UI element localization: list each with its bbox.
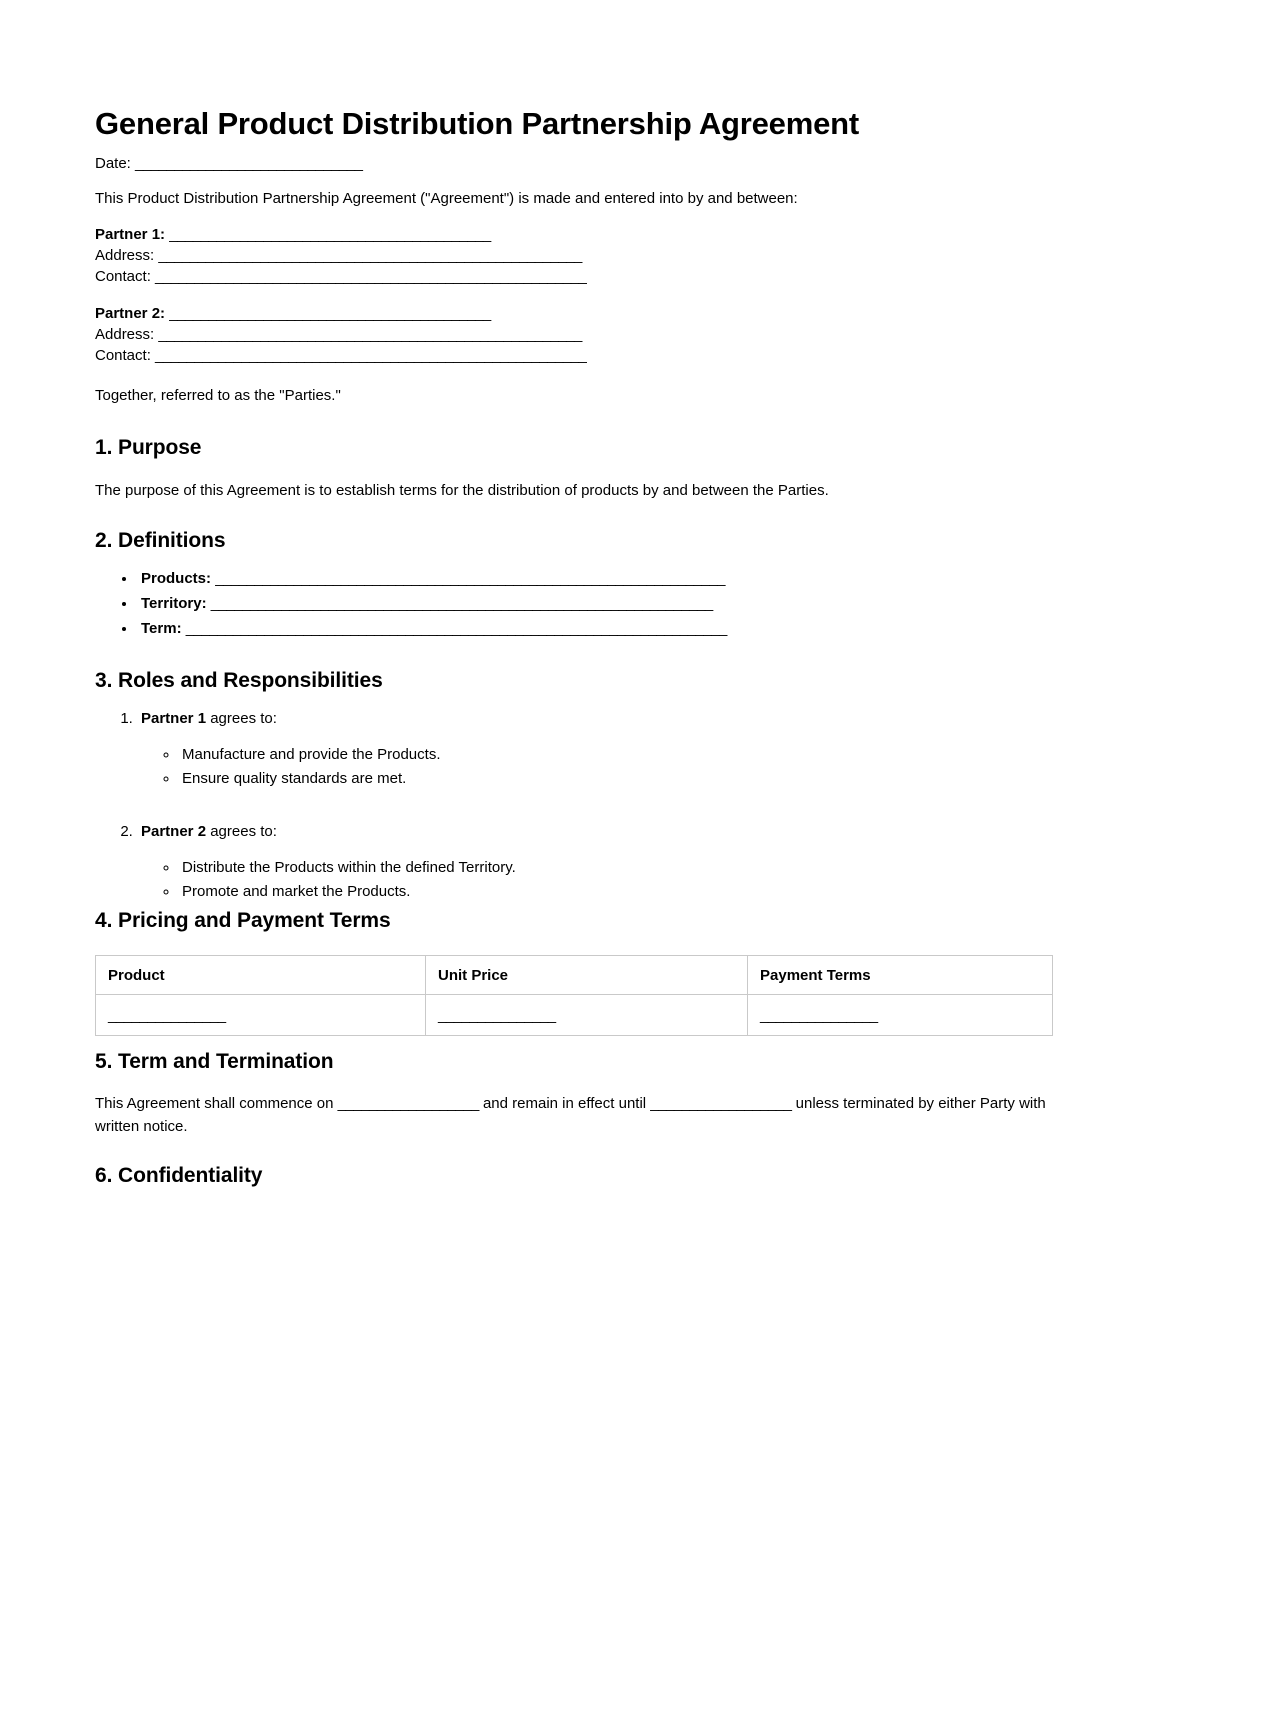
list-item: ◦ Ensure quality standards are met. [179, 767, 516, 791]
list-item: ◦ Distribute the Products within the defined Territory. [179, 856, 516, 880]
parties-note: Together, referred to as the "Parties." [95, 387, 341, 404]
role-party-1: Partner 1 [141, 710, 207, 727]
date-field-row [95, 153, 362, 174]
roles-list [95, 708, 516, 904]
pricing-table [95, 955, 1053, 1036]
partner-2-contact-blank[interactable]: _______________________________________________________ [155, 347, 587, 364]
definition-label-products: Products: [141, 570, 212, 587]
definition-blank-territory[interactable]: ________________________________________________________________ [210, 595, 713, 612]
partner-2-address-blank[interactable]: ______________________________________________________ [158, 326, 582, 343]
date-label: Date: [95, 155, 131, 172]
definition-blank-products[interactable]: _________________________________________________________________ [215, 570, 725, 587]
partner-2-block [95, 303, 586, 366]
definition-label-territory: Territory: [141, 595, 207, 612]
list-item [137, 821, 516, 904]
partner-1-address-label: Address: [95, 247, 155, 264]
definitions-list [95, 566, 727, 641]
column-header-product: Product [96, 956, 426, 995]
section-heading-pricing: 4. Pricing and Payment Terms [95, 909, 391, 932]
column-header-payment-terms: Payment Terms [748, 956, 1053, 995]
term-end-blank[interactable]: __________________ [650, 1095, 792, 1112]
list-item [137, 616, 727, 641]
list-item [137, 566, 727, 591]
term-text-part-3: unless terminated by either Party with written notice. [95, 1095, 1046, 1135]
page-title: General Product Distribution Partnership Agreement [95, 106, 859, 141]
section-heading-purpose: 1. Purpose [95, 436, 202, 459]
section-heading-roles: 3. Roles and Responsibilities [95, 669, 383, 692]
partner-2-name-blank[interactable]: _________________________________________ [169, 305, 491, 322]
term-text-part-1: This Agreement shall commence on [95, 1095, 338, 1112]
role-suffix-1: agrees to: [206, 710, 277, 727]
role-party-2: Partner 2 [141, 823, 207, 840]
partner-2-address-label: Address: [95, 326, 155, 343]
section-heading-confidentiality: 6. Confidentiality [95, 1164, 263, 1187]
partner-1-contact-label: Contact: [95, 268, 151, 285]
date-blank[interactable]: _____________________________ [135, 155, 363, 172]
section-heading-term: 5. Term and Termination [95, 1050, 334, 1073]
role-suffix-2: agrees to: [206, 823, 277, 840]
term-start-blank[interactable]: __________________ [337, 1095, 479, 1112]
cell-product-blank[interactable]: _______________ [96, 995, 426, 1036]
duties-list-partner-1 [141, 743, 516, 791]
partner-1-block [95, 224, 586, 287]
partner-1-address-row [95, 245, 586, 266]
partner-1-address-blank[interactable]: ______________________________________________________ [158, 247, 582, 264]
list-item [137, 591, 727, 616]
partner-1-name-row [95, 224, 586, 245]
cell-unit-price-blank[interactable]: _______________ [426, 995, 748, 1036]
partner-2-label: Partner 2: [95, 305, 166, 322]
list-item: ◦ Manufacture and provide the Products. [179, 743, 516, 767]
section-heading-definitions: 2. Definitions [95, 529, 226, 552]
list-item [137, 708, 516, 791]
partner-2-contact-row [95, 345, 586, 366]
partner-1-contact-row [95, 266, 586, 287]
list-item: ◦ Promote and market the Products. [179, 880, 516, 904]
table-row [96, 995, 1053, 1036]
intro-paragraph: This Product Distribution Partnership Agreement ("Agreement") is made and entered into by and between: [95, 190, 798, 207]
cell-payment-terms-blank[interactable]: _______________ [748, 995, 1053, 1036]
partner-2-address-row [95, 324, 586, 345]
partner-2-contact-label: Contact: [95, 347, 151, 364]
definition-blank-term[interactable]: _____________________________________________________________________ [185, 620, 727, 637]
duties-list-partner-2 [141, 856, 516, 904]
term-paragraph [95, 1092, 1052, 1138]
partner-1-label: Partner 1: [95, 226, 166, 243]
partner-1-name-blank[interactable]: _________________________________________ [169, 226, 491, 243]
purpose-paragraph: The purpose of this Agreement is to establish terms for the distribution of products by and between the Parties. [95, 482, 829, 499]
partner-2-name-row [95, 303, 586, 324]
definition-label-term: Term: [141, 620, 182, 637]
term-text-part-2: and remain in effect until [478, 1095, 651, 1112]
partner-1-contact-blank[interactable]: _______________________________________________________ [155, 268, 587, 285]
table-header-row [96, 956, 1053, 995]
column-header-unit-price: Unit Price [426, 956, 748, 995]
